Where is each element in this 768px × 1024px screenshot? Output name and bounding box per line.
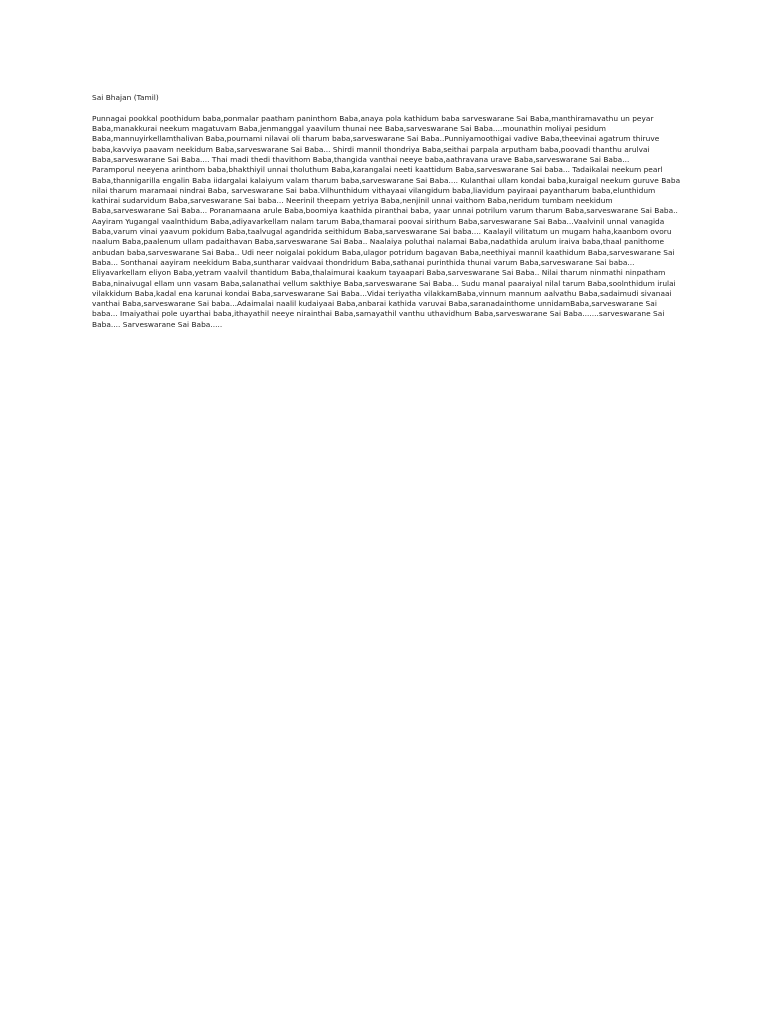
lyrics-paragraph-1: Punnagai pookkal poothidum baba,ponmalar paatham paninthom Baba,anaya pola kathidum baba sarveswarane Sai Baba,manthiramavathu un peyar Baba,manakkurai neekum magatuvam Baba,jenmanggal yaavilum thunai nee Baba,sarveswarane Sai Baba....mounathin moliyai pesidum Baba,mannuyirkellamthalivan Baba,pournami nilavai oli tharum baba,sarveswarane Sai Baba..Punniyamoothigai vadive Baba,theevinai agatrum thiruve baba,kavviya paavam neekidum Baba,sarveswarane Sai Baba... Shirdi mannil thondriya Baba,seithai parpala arputham baba,poovadi thanthu arulvai Baba,sarveswarane Sai Baba.... Thai madi thedi thavithom Baba,thangida vanthai neeye baba,aathravana urave Baba,sarveswarane Sai Baba...: [92, 113, 660, 164]
document-title: Sai Bhajan (Tamil): [92, 93, 159, 102]
document-body: [92, 93, 682, 330]
lyrics-paragraph-2: Paramporul neeyena arinthom baba,bhakthiyil unnai tholuthum Baba,karangalai neeti kaattidum Baba,sarveswarane Sai baba... Tadaikalai neekum pearl Baba,thannigarilla engalin Baba iidargalai kalaiyum valam tharum baba,sarveswarane Sai Baba.... Kulanthai ullam kondai baba,kuraigal neekum guruve Baba nilai tharum maramaai nindrai Baba, sarveswarane Sai baba.Vilhunthidum vithayaai vilangidum baba,liavidum payiraai payantharum baba,elunthidum kathirai sudarvidum Baba,sarveswarane Sai baba... Neerinil theepam yetriya Baba,nenjinil unnai vaithom Baba,neridum tumbam neekidum Baba,sarveswarane Sai Baba... Poranamaana arule Baba,boomiya kaathida piranthai baba, yaar unnai potrilum varum tharum Baba,sarveswarane Sai Baba.. Aayiram Yugangal vaalnthidum Baba,adiyavarkellam nalam tarum Baba,thamarai poovai sirithum Baba,sarveswarane Sai Baba...Vaalvinil unnal vanagida Baba,varum vinai yaavum pokidum Baba,taalvugal agandrida seithidum Baba,sarveswarane Sai baba.... Kaalayil vilitatum un mugam haha,kaanbom ovoru naalum Baba,paalenum ullam padaithavan Baba,sarveswarane Sai Baba.. Naalaiya poluthai nalamai Baba,nadathida arulum iraiva baba,thaal panithome anbudan baba,sarveswarane Sai Baba.. Udi neer noigalai pokidum Baba,ulagor potridum bagavan Baba,neethiyai mannil kaathidum Baba,sarveswarane Sai Baba... Sonthanai aayiram neekidum Baba,suntharar vaidvaai thondridum Baba,sathanai purinthida thunai varum Baba,sarveswarane Sai baba... Eliyavarkellam eliyon Baba,yetram vaalvil thantidum Baba,thalaimurai kaakum tayaapari Baba,sarveswarane Sai Baba.. Nilai tharum ninmathi ninpatham Baba,ninaivugal ellam unn vasam Baba,salanathai vellum sakthiye Baba,sarveswarane Sai Baba... Sudu manal paaraiyal nilal tarum Baba,soolnthidum irulai vilakkidum Baba,kadal ena karunai kondai Baba,sarveswarane Sai Baba...Vidai teriyatha vilakkamBaba,vinnum mannum aalvathu Baba,sadaimudi sivanaai vanthai Baba,sarveswarane Sai baba...Adaimalai naalil kudaiyaai Baba,anbarai kathida varuvai Baba,saranadainthome unnidamBaba,sarveswarane Sai baba... Imaiyathai pole uyarthai baba,ithayathil neeye nirainthai Baba,samayathil vanthu uthavidhum Baba,sarveswarane Sai Baba.......sarveswarane Sai Baba.... Sarveswarane Sai Baba.....: [92, 165, 681, 329]
